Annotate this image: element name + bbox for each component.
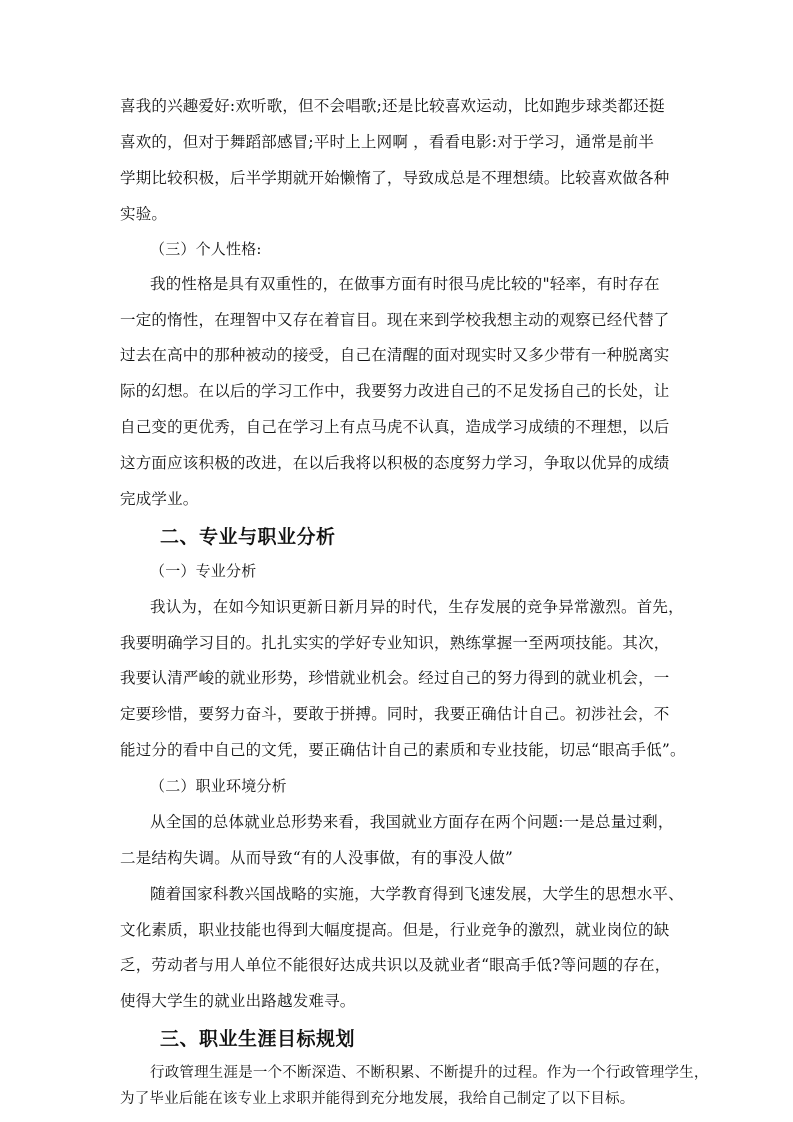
paragraph-line: 一定的惰性，在理智中又存在着盲目。现在来到学校我想主动的观察已经代替了 [120, 311, 670, 329]
paragraph-line: 我要明确学习目的。扎扎实实的学好专业知识，熟练掌握一至两项技能。其次， [120, 634, 670, 652]
paragraph-line: 定要珍惜，要努力奋斗，要敢于拼搏。同时，我要正确估计自己。初涉社会，不 [120, 705, 670, 723]
paragraph-line: 完成学业。 [120, 490, 199, 508]
paragraph-line: 使得大学生的就业出路越发难寻。 [120, 992, 356, 1010]
subheading-personality: （三）个人性格: [150, 240, 262, 258]
paragraph-line: 喜欢的，但对于舞蹈部感冒;平时上上网啊 ，看看电影:对于学习，通常是前半 [120, 133, 655, 151]
paragraph-line: 二是结构失调。从而导致“有的人没事做，有的事没人做” [120, 849, 514, 867]
paragraph-line: 自己变的更优秀，自己在学习上有点马虎不认真，造成学习成绩的不理想，以后 [120, 418, 670, 436]
paragraph-line: 乏，劳动者与用人单位不能很好达成共识以及就业者“眼高手低?等问题的存在， [120, 956, 671, 974]
paragraph-line: 际的幻想。在以后的学习工作中，我要努力改进自己的不足发扬自己的长处，让 [120, 382, 670, 400]
section-heading-career-goals: 三、职业生涯目标规划 [160, 1028, 356, 1050]
paragraph-line: 文化素质，职业技能也得到大幅度提高。但是，行业竞争的激烈，就业岗位的缺 [120, 921, 670, 939]
paragraph-line: 从全国的总体就业总形势来看，我国就业方面存在两个问题:一是总量过剩， [150, 813, 674, 831]
paragraph-line: 这方面应该积极的改进，在以后我将以积极的态度努力学习，争取以优异的成绩 [120, 454, 670, 472]
paragraph-line: 行政管理生涯是一个不断深造、不断积累、不断提升的过程。作为一个行政管理学生， [150, 1065, 709, 1081]
paragraph-line: 能过分的看中自己的文凭，要正确估计自己的素质和专业技能，切忌“眼高手低”。 [120, 741, 686, 759]
paragraph-line: 为了毕业后能在该专业上求职并能得到充分地发展，我给自己制定了以下目标。 [120, 1091, 635, 1107]
paragraph-line: 实验。 [120, 205, 168, 223]
paragraph-line: 学期比较积极，后半学期就开始懒惰了，导致成总是不理想绩。比较喜欢做各种 [120, 169, 670, 187]
paragraph-line: 喜我的兴趣爱好:欢听歌，但不会唱歌;还是比较喜欢运动，比如跑步球类都还挺 [120, 97, 665, 115]
paragraph-line: 随着国家科教兴国战略的实施，大学教育得到飞速发展，大学生的思想水平、 [150, 885, 684, 903]
subheading-career-environment: （二）职业环境分析 [150, 777, 287, 795]
section-heading-major-career: 二、专业与职业分析 [160, 526, 336, 548]
paragraph-line: 过去在高中的那种被动的接受，自己在清醒的面对现实时又多少带有一种脱离实 [120, 346, 670, 364]
paragraph-line: 我的性格是具有双重性的，在做事方面有时很马虎比较的"轻率，有时存在 [150, 275, 660, 293]
paragraph-line: 我要认清严峻的就业形势，珍惜就业机会。经过自己的努力得到的就业机会，一 [120, 669, 670, 687]
paragraph-line: 我认为，在如今知识更新日新月异的时代，生存发展的竞争异常激烈。首先， [150, 598, 684, 616]
subheading-major-analysis: （一）专业分析 [150, 562, 257, 580]
